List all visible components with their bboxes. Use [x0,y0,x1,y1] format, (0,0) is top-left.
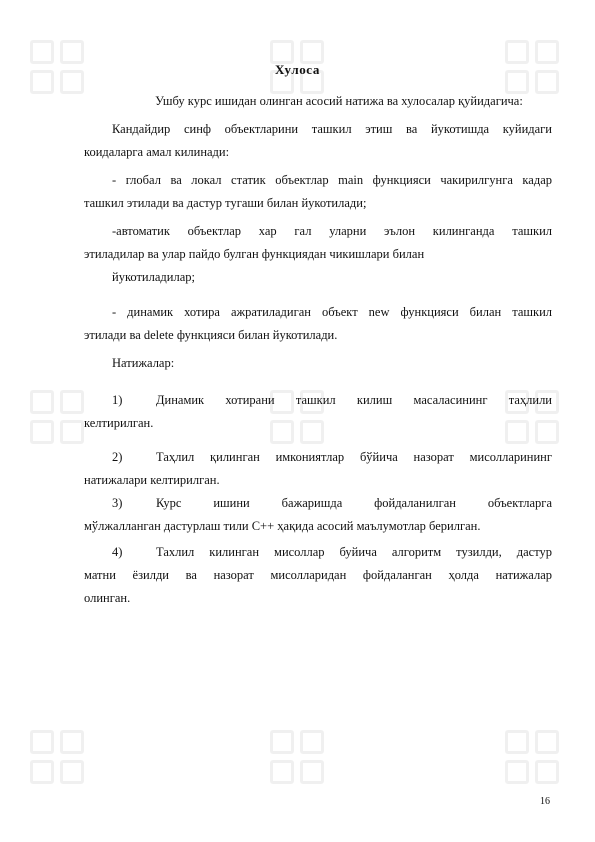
page-title: Хулоса [275,62,320,77]
paragraph-line: этиладилар ва улар пайдо булган функциядан чикишлари билан [84,247,425,261]
list-item-line: матни ёзилди ва назорат мисолларидан фойдаланган ҳолда натижалар [84,568,552,582]
list-item-line: олинган. [84,591,131,605]
list-item-number: 2) [112,450,123,464]
paragraph-line: - глобал ва локал статик объектлар main функцияси чакирилгунга кадар [112,173,552,187]
paragraph-line: этилади ва delete функцияси билан йукотилади. [84,328,338,342]
list-item-line: Динамик хотирани ташкил килиш масаласининг таҳлили [156,393,552,407]
list-item-line: Тахлил килинган мисоллар буйича алгоритм тузилди, дастур [156,545,552,559]
watermark-icon [270,730,330,790]
intro-text: Ушбу курс ишидан олинган асосий натижа ва хулосалар қуйидагича: [155,94,523,108]
paragraph-line: коидаларга амал килинади: [84,145,230,159]
paragraph-line: -автоматик объектлар хар гал уларни эълон килинганда ташкил [112,224,552,238]
results-label: Натижалар: [112,356,175,370]
paragraph-line: ташкил этилади ва дастур тугаши билан йукотилади; [84,196,367,210]
watermark-icon [30,730,90,790]
watermark-icon [30,390,90,450]
watermark-icon [505,730,565,790]
list-item-number: 4) [112,545,123,559]
list-item-line: Курс ишини бажаришда фойдаланилган объектларга [156,496,552,510]
list-item-line: натижалари келтирилган. [84,473,220,487]
list-item-number: 3) [112,496,123,510]
list-item-line: келтирилган. [84,416,154,430]
list-item-line: Таҳлил қилинган имкониятлар бўйича назорат мисолларининг [156,450,552,464]
list-item-line: мўлжалланган дастурлаш тили C++ ҳақида асосий маълумотлар берилган. [84,519,481,533]
paragraph-line: йукотиладилар; [112,270,195,284]
page-number: 16 [540,796,550,807]
paragraph-line: Кандайдир синф объектларини ташкил этиш ва йукотишда куйидаги [112,122,552,136]
list-item-number: 1) [112,393,123,407]
paragraph-line: - динамик хотира ажратиладиган объект new функцияси билан ташкил [112,305,552,319]
